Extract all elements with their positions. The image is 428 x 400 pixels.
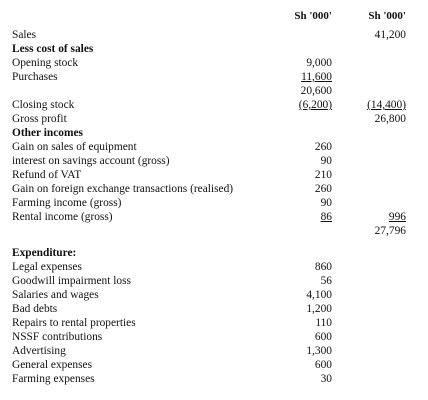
statement-row xyxy=(0,28,428,42)
statement-row xyxy=(0,358,428,372)
statement-row xyxy=(0,316,428,330)
row-label: Closing stock xyxy=(12,99,75,111)
statement-row xyxy=(0,42,428,56)
amount-col2: 41,200 xyxy=(374,29,406,41)
amount-col1: 1,200 xyxy=(306,303,332,315)
statement-row xyxy=(0,140,428,154)
statement-row xyxy=(0,274,428,288)
amount-col1: 260 xyxy=(314,141,332,153)
amount-col1: 11,600 xyxy=(301,71,332,83)
row-label: General expenses xyxy=(12,359,93,371)
column-header-2: Sh '000' xyxy=(368,10,406,22)
row-label: Other incomes xyxy=(12,127,83,139)
row-label: Gain on sales of equipment xyxy=(12,141,137,153)
amount-col1: 210 xyxy=(314,169,332,181)
statement-row xyxy=(0,70,428,84)
row-label: Expenditure: xyxy=(12,247,77,259)
statement-row xyxy=(0,154,428,168)
statement-row xyxy=(0,372,428,386)
amount-col1: 30 xyxy=(320,373,332,385)
row-label: Less cost of sales xyxy=(12,43,94,55)
amount-col1: 600 xyxy=(314,359,332,371)
row-label: Rental income (gross) xyxy=(12,211,113,223)
statement-row xyxy=(0,84,428,98)
amount-col1: 56 xyxy=(320,275,332,287)
statement-row xyxy=(0,112,428,126)
row-label: Goodwill impairment loss xyxy=(12,275,131,287)
row-label: Advertising xyxy=(12,345,66,357)
statement-row xyxy=(0,210,428,224)
row-label: Legal expenses xyxy=(12,261,82,273)
statement-row xyxy=(0,126,428,140)
statement-row xyxy=(0,182,428,196)
statement-row xyxy=(0,302,428,316)
amount-col1: 860 xyxy=(314,261,332,273)
statement-row xyxy=(0,98,428,112)
row-label: Sales xyxy=(12,29,37,41)
statement-row xyxy=(0,246,428,260)
statement-row xyxy=(0,330,428,344)
row-label: Repairs to rental properties xyxy=(12,317,136,329)
row-label: Purchases xyxy=(12,71,58,83)
row-label: interest on savings account (gross) xyxy=(12,155,170,167)
amount-col1: 20,600 xyxy=(300,85,332,97)
amount-col1: 4,100 xyxy=(306,289,332,301)
amount-col1: 90 xyxy=(320,197,332,209)
statement-row xyxy=(0,224,428,238)
amount-col1: 110 xyxy=(315,317,332,329)
amount-col1: 260 xyxy=(314,183,332,195)
amount-col1: 90 xyxy=(320,155,332,167)
statement-row xyxy=(0,288,428,302)
row-label: Bad debts xyxy=(12,303,58,315)
amount-col1: 9,000 xyxy=(306,57,332,69)
row-label: Gross profit xyxy=(12,113,67,125)
row-label: Gain on foreign exchange transactions (realised) xyxy=(12,183,234,195)
amount-col2: 26,800 xyxy=(374,113,406,125)
amount-col2: (14,400) xyxy=(367,99,406,111)
amount-col1: 86 xyxy=(320,211,332,223)
amount-col2: 996 xyxy=(388,211,406,223)
statement-row xyxy=(0,196,428,210)
statement-row xyxy=(0,56,428,70)
statement-row xyxy=(0,168,428,182)
amount-col1: (6,200) xyxy=(298,99,332,111)
column-header-1: Sh '000' xyxy=(294,10,332,22)
amount-col2: 27,796 xyxy=(374,225,406,237)
row-label: Refund of VAT xyxy=(12,169,82,181)
amount-col1: 600 xyxy=(314,331,332,343)
statement-row xyxy=(0,344,428,358)
row-label: Salaries and wages xyxy=(12,289,99,301)
row-label: Opening stock xyxy=(12,57,79,69)
row-label: NSSF contributions xyxy=(12,331,103,343)
amount-col1: 1,300 xyxy=(306,345,332,357)
statement-row xyxy=(0,260,428,274)
row-label: Farming expenses xyxy=(12,373,95,385)
row-label: Farming income (gross) xyxy=(12,197,122,209)
